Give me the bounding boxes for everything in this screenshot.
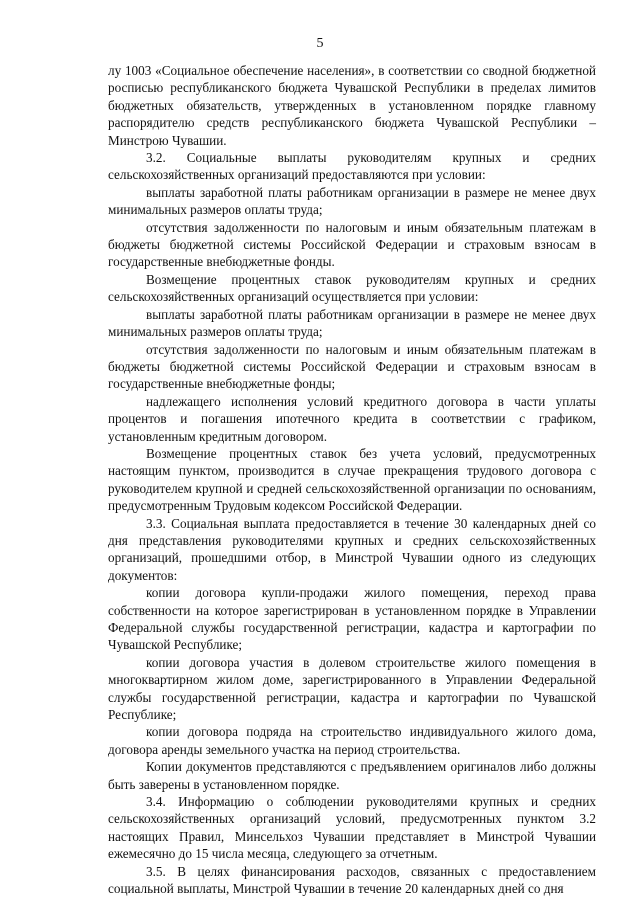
paragraph-condition-no-debt: отсутствия задолженности по налоговым и иным обязательным платежам в бюджеты бюджетной системы Российской Федерации и страховым взносам в государственные внебюджетные фонды. bbox=[108, 219, 596, 270]
paragraph-condition-credit: надлежащего исполнения условий кредитного договора в части уплаты процентов и погашения ипотечного кредита в соответствии с графиком, установленным кредитным договором. bbox=[108, 393, 596, 444]
paragraph-condition-salary: выплаты заработной платы работникам организации в размере не менее двух минимальных размеров оплаты труда; bbox=[108, 184, 596, 218]
paragraph-interest-reimbursement: Возмещение процентных ставок руководителям крупных и средних сельскохозяйственных организаций осуществляется при условии: bbox=[108, 271, 596, 305]
paragraph-budget-continuation: лу 1003 «Социальное обеспечение населения», в соответствии со сводной бюджетной росписью республиканского бюджета Чувашской Республики в пределах лимитов бюджетных обязательств, утвержденных в установленном порядке главному распорядителю средств республиканского бюджета Чувашской Республики – Минстрою Чувашии. bbox=[108, 63, 596, 148]
paragraph-3-2: 3.2. Социальные выплаты руководителям крупных и средних сельскохозяйственных организаций предоставляются при условии: bbox=[108, 150, 596, 183]
paragraph-doc-shared-construction: копии договора участия в долевом строительстве жилого помещения в многоквартирном жилом доме, зарегистрированного в Управлении Федеральной службы государственной регистрации, кадастра и картографии по Чувашской Республике; bbox=[108, 654, 596, 723]
page-number: 5 bbox=[316, 36, 324, 51]
document-body bbox=[108, 62, 596, 898]
paragraph-condition-salary-2: выплаты заработной платы работникам организации в размере не менее двух минимальных размеров оплаты труда; bbox=[108, 306, 596, 340]
paragraph-3-5: 3.5. В целях финансирования расходов, связанных с предоставлением социальной выплаты, Минстрой Чувашии в течение 20 календарных дней со дня bbox=[108, 863, 596, 897]
paragraph-3-3: 3.3. Социальная выплата предоставляется в течение 30 календарных дней со дня представления руководителями крупных и средних сельскохозяйственных организаций, прошедшими отбор, в Минстрой Чувашии одного из следующих документов: bbox=[108, 515, 596, 583]
paragraph-3-4: 3.4. Информацию о соблюдении руководителями крупных и средних сельскохозяйственных организаций условий, предусмотренных пунктом 3.2 настоящих Правил, Минсельхоз Чувашии представляет в Минстрой Чувашии ежемесячно до 15 числа месяца, следующего за отчетным. bbox=[108, 794, 596, 862]
paragraph-copies-originals: Копии документов представляются с предъявлением оригиналов либо должны быть заверены в установленном порядке. bbox=[108, 759, 596, 792]
paragraph-reimbursement-exception: Возмещение процентных ставок без учета условий, предусмотренных настоящим пунктом, производится в случае прекращения трудового договора с руководителем крупной и средней сельскохозяйственной организации по основаниям, предусмотренным Трудовым кодексом Российской Федерации. bbox=[108, 445, 596, 514]
paragraph-condition-no-debt-2: отсутствия задолженности по налоговым и иным обязательным платежам в бюджеты бюджетной системы Российской Федерации и страховым взносам в государственные внебюджетные фонды; bbox=[108, 341, 596, 392]
paragraph-doc-contract: копии договора подряда на строительство индивидуального жилого дома, договора аренды земельного участка на период строительства. bbox=[108, 724, 596, 757]
paragraph-doc-purchase: копии договора купли-продажи жилого помещения, переход права собственности на которое зарегистрирован в установленном порядке в Управлении Федеральной службы государственной регистрации, кадастра и картографии по Чувашской Республике; bbox=[108, 585, 596, 653]
